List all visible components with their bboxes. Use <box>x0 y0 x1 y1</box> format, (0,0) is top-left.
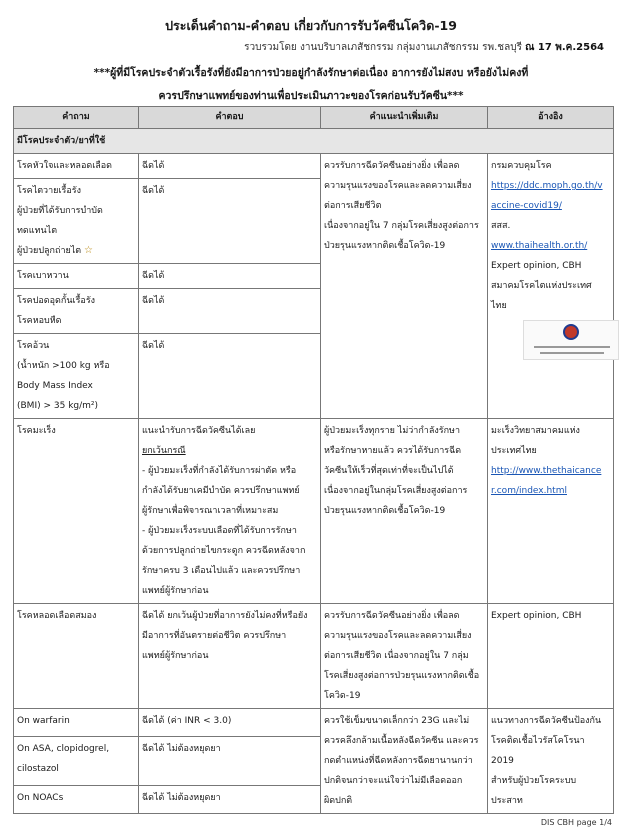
compiled-by-text: รวบรวมโดย งานบริบาลเภสัชกรรม กลุ่มงานเภสัชกรรม รพ.ชลบุรี <box>244 42 522 53</box>
reference-line: สำหรับผู้ป่วยโรคระบบ <box>491 776 577 786</box>
reference-link[interactable]: http://www.thethaicance <box>491 466 602 476</box>
recommendation-line: ป่วยรุนแรงหากติดเชื้อโควิด-19 <box>324 241 446 251</box>
question-line: Body Mass Index <box>17 381 93 391</box>
table-row <box>14 709 614 737</box>
reference-line: ประสาท <box>491 796 523 806</box>
reference-cell: Expert opinion, CBH <box>488 604 614 709</box>
reference-cell <box>488 154 614 419</box>
recommendation-line: ต่อการเสียชีวิต เนื่องจากอยู่ใน 7 กลุ่ม <box>324 651 469 661</box>
question-cell <box>14 736 139 786</box>
recommendation-cell <box>321 419 488 604</box>
answer-line: ยกเว้นกรณี <box>142 446 186 456</box>
kidney-association-seal <box>523 320 619 360</box>
reference-link[interactable]: r.com/index.html <box>491 486 567 496</box>
header-row <box>14 107 614 129</box>
header-reference: อ้างอิง <box>488 107 614 129</box>
answer-line: ด้วยการปลูกถ่ายไขกระดูก ควรฉีดหลังจาก <box>142 546 306 556</box>
question-cell: On warfarin <box>14 709 139 737</box>
reference-line: แนวทางการฉีดวัคซีนป้องกัน <box>491 716 602 726</box>
answer-cell: ฉีดได้ ไม่ต้องหยุดยา <box>139 786 321 814</box>
notice-line-1: ***ผู้ที่มีโรคประจำตัวเรื้อรังที่ยังมีอาการป่วยอยู่กำลังรักษาต่อเนื่อง อาการยังไม่สงบ หรือยังไม่คงที่ <box>93 67 529 79</box>
kidney-emblem-icon <box>563 324 579 340</box>
table-row <box>14 604 614 709</box>
question-cell <box>14 179 139 264</box>
question-line: โรคไตวายเรื้อรัง <box>17 186 81 196</box>
recommendation-line: วัคซีนให้เร็วที่สุดเท่าที่จะเป็นไปได้ <box>324 466 454 476</box>
reference-note: สมาคมโรคไตแห่งประเทศ <box>491 281 592 291</box>
answer-line: รักษาครบ 3 เดือนไปแล้ว และควรปรึกษา <box>142 566 301 576</box>
question-line: ผู้ป่วยที่ได้รับการบำบัด <box>17 206 103 216</box>
reference-line: โรคติดเชื้อไวรัสโคโรนา 2019 <box>491 736 585 766</box>
question-cell <box>14 289 139 334</box>
notice-line-2: ควรปรึกษาแพทย์ของท่านเพื่อประเมินภาวะของโรคก่อนรับวัคซีน*** <box>158 90 464 102</box>
section-title: มีโรคประจำตัว/ยาที่ใช้ <box>14 129 614 154</box>
answer-line: แพทย์ผู้รักษาก่อน <box>142 586 209 596</box>
reference-cell <box>488 419 614 604</box>
answer-cell <box>139 604 321 709</box>
answer-line: แนะนำรับการฉีดวัคซีนได้เลย <box>142 426 256 436</box>
recommendation-line: เนื่องจากอยู่ในกลุ่มโรคเสี่ยงสูงต่อการ <box>324 486 468 496</box>
reference-org: ประเทศไทย <box>491 446 537 456</box>
answer-line: มีอาการที่อันตรายต่อชีวิต ควรปรึกษา <box>142 631 287 641</box>
recommendation-line: ปกติจนกว่าจะแน่ใจว่าไม่มีเลือดออก <box>324 776 463 786</box>
question-line: (น้ำหนัก >100 kg หรือ <box>17 361 110 371</box>
question-line: ทดแทนไต <box>17 226 58 236</box>
answer-line: ฉีดได้ ยกเว้นผู้ป่วยที่อาการยังไม่คงที่หรือยัง <box>142 611 308 621</box>
reference-org: กรมควบคุมโรค <box>491 161 552 171</box>
answer-cell: ฉีดได้ <box>139 179 321 264</box>
recommendation-line: ควรรับการฉีดวัคซีนอย่างยิ่ง เพื่อลด <box>324 161 460 171</box>
page-title: ประเด็นคำถาม-คำตอบ เกี่ยวกับการรับวัคซีนโควิด-19 <box>165 18 457 33</box>
answer-cell: ฉีดได้ <box>139 154 321 179</box>
recommendation-line: เนื่องจากอยู่ใน 7 กลุ่มโรคเสี่ยงสูงต่อการ <box>324 221 479 231</box>
star-icon: ☆ <box>84 245 93 256</box>
recommendation-line: โรคเสี่ยงสูงต่อการป่วยรุนแรงหากติดเชื้อ <box>324 671 480 681</box>
question-cell: On NOACs <box>14 786 139 814</box>
recommendation-line: ควรคลึงกล้ามเนื้อหลังฉีดวัคซีน และควร <box>324 736 479 746</box>
reference-note: ไทย <box>491 301 507 311</box>
question-line: โรคหอบหืด <box>17 316 62 326</box>
question-line-text: ผู้ป่วยปลูกถ่ายไต <box>17 246 82 256</box>
header-answer: คำตอบ <box>139 107 321 129</box>
document-date: ณ 17 พ.ค.2564 <box>525 42 604 53</box>
reference-org: มะเร็งวิทยาสมาคมแห่ง <box>491 426 580 436</box>
table-row <box>14 154 614 179</box>
question-line: (BMI) > 35 kg/m²) <box>17 401 99 411</box>
recommendation-line: ควรรับการฉีดวัคซีนอย่างยิ่ง เพื่อลด <box>324 611 460 621</box>
question-line: On ASA, clopidogrel, <box>17 743 110 754</box>
reference-link[interactable]: accine-covid19/ <box>491 201 562 211</box>
question-line: cilostazol <box>17 763 59 774</box>
question-cell: โรคเบาหวาน <box>14 264 139 289</box>
recommendation-cell <box>321 604 488 709</box>
reference-link[interactable]: https://ddc.moph.go.th/v <box>491 181 603 191</box>
answer-line: กำลังได้รับยาเคมีบำบัด ควรปรึกษาแพทย์ <box>142 486 300 496</box>
recommendation-cell <box>321 154 488 419</box>
recommendation-line: กดตำแหน่งที่ฉีดหลังการฉีดยานานกว่า <box>324 756 473 766</box>
page-footer: DIS CBH page 1/4 <box>540 818 612 827</box>
header-question: คำถาม <box>14 107 139 129</box>
recommendation-line: ความรุนแรงของโรคและลดความเสี่ยง <box>324 181 472 191</box>
qa-table <box>13 106 614 814</box>
recommendation-line: หรือรักษาหายแล้ว ควรได้รับการฉีด <box>324 446 462 456</box>
recommendation-line: โควิด-19 <box>324 691 361 701</box>
reference-cell <box>488 709 614 814</box>
header-recommendation: คำแนะนำเพิ่มเติม <box>321 107 488 129</box>
answer-cell: ฉีดได้ (ค่า INR < 3.0) <box>139 709 321 737</box>
recommendation-line: ป่วยรุนแรงหากติดเชื้อโควิด-19 <box>324 506 446 516</box>
question-cell: โรคมะเร็ง <box>14 419 139 604</box>
recommendation-line: ต่อการเสียชีวิต <box>324 201 382 211</box>
answer-cell <box>139 419 321 604</box>
table-row <box>14 419 614 604</box>
question-cell: โรคหัวใจและหลอดเลือด <box>14 154 139 179</box>
answer-cell: ฉีดได้ <box>139 334 321 419</box>
question-line: โรคปอดอุดกั้นเรื้อรัง <box>17 296 96 306</box>
answer-cell: ฉีดได้ ไม่ต้องหยุดยา <box>139 736 321 786</box>
answer-line: - ผู้ป่วยมะเร็งที่กำลังได้รับการผ่าตัด หรือ <box>142 466 297 476</box>
reference-link[interactable]: www.thaihealth.or.th/ <box>491 241 588 251</box>
section-row <box>14 129 614 154</box>
recommendation-cell <box>321 709 488 814</box>
answer-cell: ฉีดได้ <box>139 264 321 289</box>
answer-line: - ผู้ป่วยมะเร็งระบบเลือดที่ได้รับการรักษา <box>142 526 297 536</box>
recommendation-line: ผิดปกติ <box>324 796 353 806</box>
reference-note: Expert opinion, CBH <box>491 261 582 271</box>
answer-cell: ฉีดได้ <box>139 289 321 334</box>
question-cell <box>14 334 139 419</box>
answer-line: ผู้รักษาเพื่อพิจารณาเวลาที่เหมาะสม <box>142 506 279 516</box>
question-line: โรคอ้วน <box>17 341 50 351</box>
answer-line: แพทย์ผู้รักษาก่อน <box>142 651 209 661</box>
recommendation-line: ควรใช้เข็มขนาดเล็กกว่า 23G และไม่ <box>324 716 470 726</box>
question-line <box>17 241 135 261</box>
question-cell: โรคหลอดเลือดสมอง <box>14 604 139 709</box>
reference-org: สสส. <box>491 221 511 231</box>
recommendation-line: ความรุนแรงของโรคและลดความเสี่ยง <box>324 631 472 641</box>
recommendation-line: ผู้ป่วยมะเร็งทุกราย ไม่ว่ากำลังรักษา <box>324 426 461 436</box>
compiled-by <box>244 40 604 55</box>
